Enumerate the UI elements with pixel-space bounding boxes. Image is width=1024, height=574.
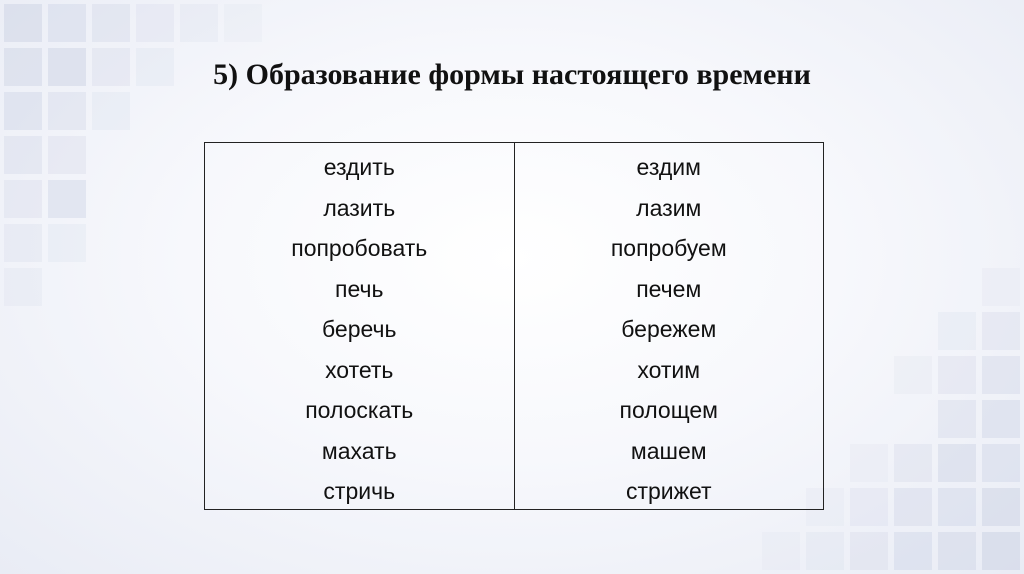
table-cell-present-form: машем	[630, 437, 707, 464]
background-tile	[48, 180, 86, 218]
background-tile	[48, 224, 86, 262]
background-tile	[894, 532, 932, 570]
table-cell-infinitive: ездить	[323, 154, 395, 180]
background-tile	[92, 4, 130, 42]
background-tile	[4, 136, 42, 174]
background-tile	[4, 180, 42, 218]
table-cell-present-form: печем	[636, 275, 702, 302]
background-tile	[982, 356, 1020, 394]
table-cell-present-form: хотим	[637, 356, 701, 383]
background-tile	[806, 532, 844, 570]
table-cell-present-form: стрижет	[625, 478, 712, 504]
background-tile	[982, 312, 1020, 350]
background-tile	[850, 532, 888, 570]
background-tile	[938, 312, 976, 350]
background-tile	[894, 488, 932, 526]
table-cell-infinitive: лазить	[323, 194, 396, 221]
background-tile	[938, 356, 976, 394]
background-tile	[982, 488, 1020, 526]
table-column-present-form	[514, 143, 824, 509]
table-cell-infinitive: беречь	[322, 316, 397, 342]
table-column-infinitive	[205, 143, 514, 509]
slide-title: 5) Образование формы настоящего времени	[213, 58, 811, 91]
verb-forms-table	[204, 142, 824, 510]
table-cell-infinitive: печь	[335, 275, 384, 302]
table-cell-infinitive: стричь	[323, 478, 396, 504]
table-cell-infinitive: хотеть	[325, 356, 394, 383]
table-cell-infinitive: попробовать	[291, 235, 428, 261]
table-cell-present-form: попробуем	[610, 235, 727, 261]
background-tile	[4, 268, 42, 306]
background-tile	[762, 532, 800, 570]
table-cell-present-form: бережем	[621, 316, 717, 342]
table-cell-present-form: ездим	[636, 154, 701, 180]
background-tile	[48, 136, 86, 174]
background-tile	[4, 92, 42, 130]
background-tile	[4, 4, 42, 42]
table-cell-infinitive: полоскать	[305, 397, 414, 423]
background-tile	[894, 444, 932, 482]
background-tile	[982, 268, 1020, 306]
background-tile	[938, 400, 976, 438]
table-cell-infinitive: махать	[321, 437, 397, 464]
background-tile	[224, 4, 262, 42]
table-cell-present-form: лазим	[636, 194, 702, 221]
background-tile	[850, 444, 888, 482]
background-tile	[938, 444, 976, 482]
background-tile	[180, 4, 218, 42]
background-tile	[92, 92, 130, 130]
background-tile	[982, 444, 1020, 482]
background-tile	[894, 356, 932, 394]
background-tile	[136, 4, 174, 42]
background-tile	[938, 532, 976, 570]
table-cell-present-form: полощем	[619, 397, 718, 423]
background-tile	[48, 4, 86, 42]
background-tile	[850, 488, 888, 526]
background-tile	[938, 488, 976, 526]
background-tile	[982, 400, 1020, 438]
background-tile	[982, 532, 1020, 570]
background-tile	[48, 92, 86, 130]
background-tile	[4, 224, 42, 262]
